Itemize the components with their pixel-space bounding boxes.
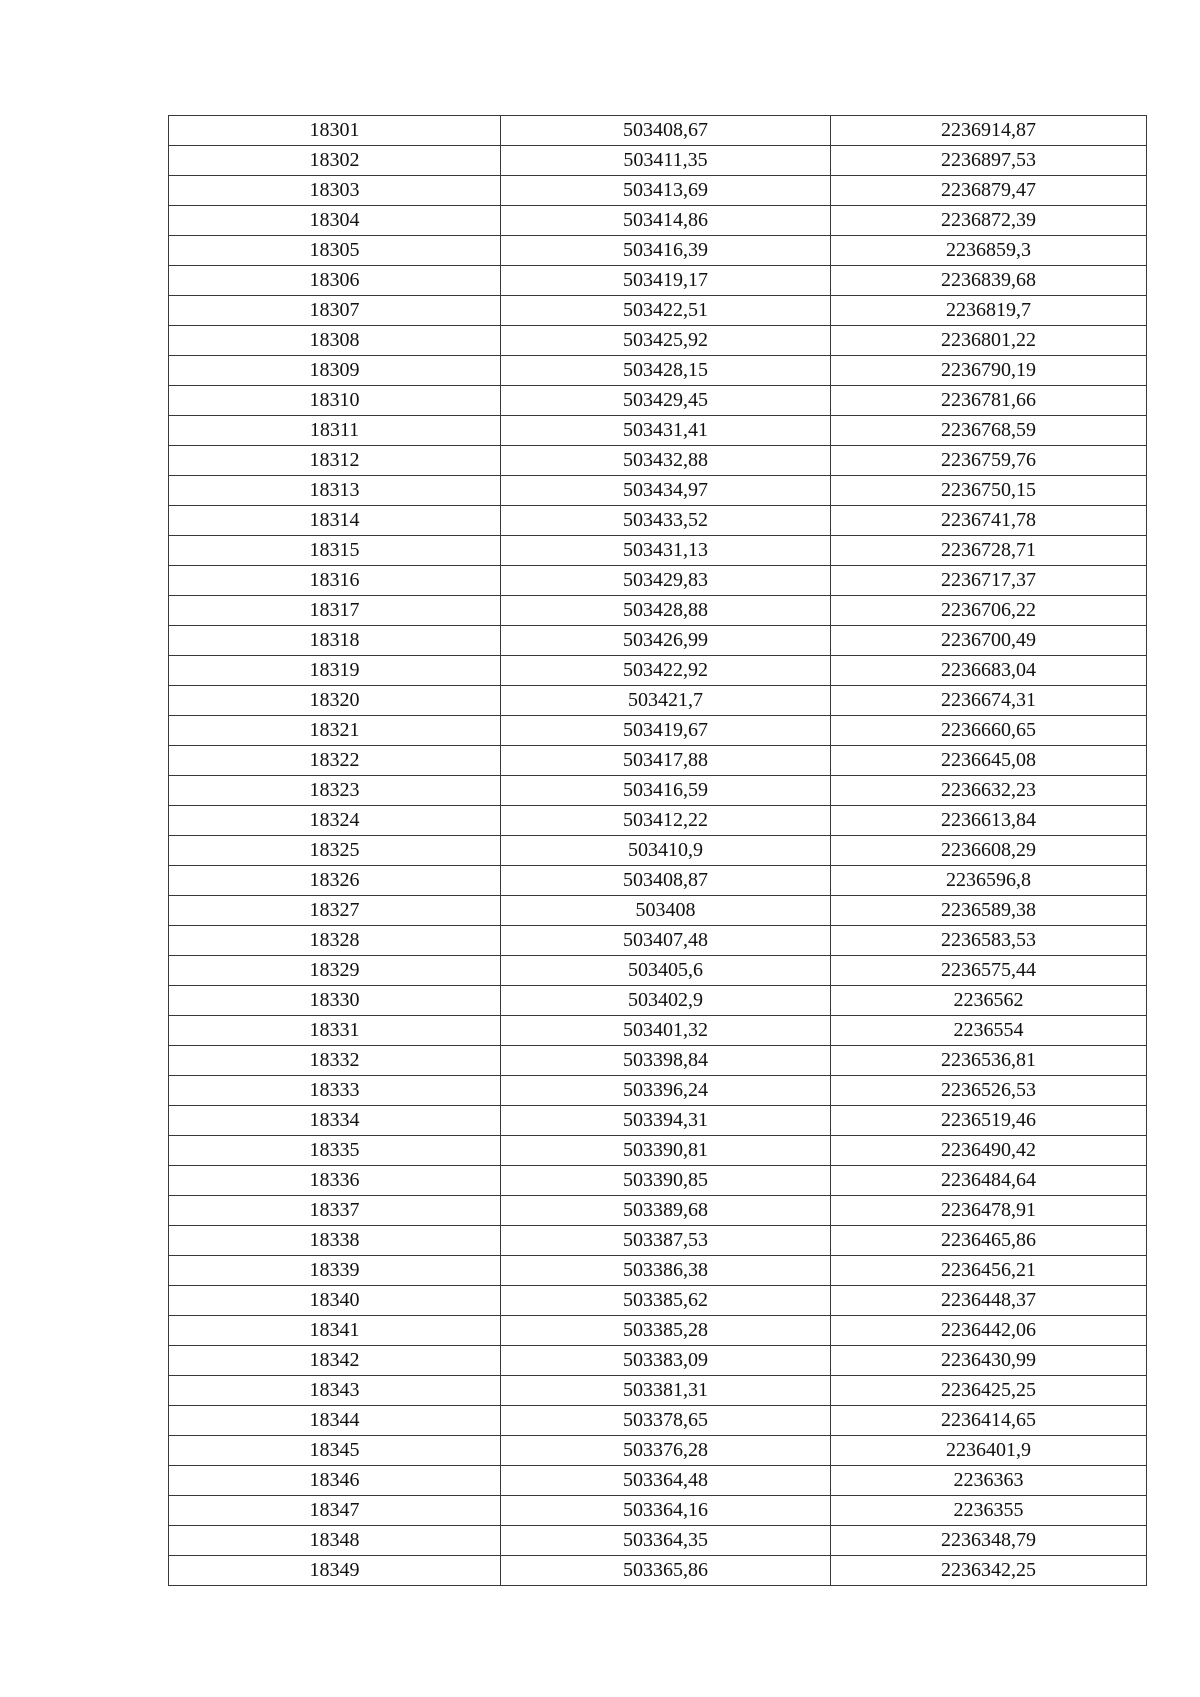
table-row (169, 1556, 1147, 1586)
y-coordinate-cell: 2236456,21 (831, 1256, 1147, 1286)
point-number-cell: 18323 (169, 776, 501, 806)
x-coordinate-cell: 503431,41 (501, 416, 831, 446)
y-coordinate-cell: 2236819,7 (831, 296, 1147, 326)
point-number-cell: 18327 (169, 896, 501, 926)
point-number-cell: 18346 (169, 1466, 501, 1496)
table-row (169, 1466, 1147, 1496)
table-row (169, 1196, 1147, 1226)
x-coordinate-cell: 503387,53 (501, 1226, 831, 1256)
point-number-cell: 18324 (169, 806, 501, 836)
x-coordinate-cell: 503376,28 (501, 1436, 831, 1466)
table-row (169, 776, 1147, 806)
y-coordinate-cell: 2236674,31 (831, 686, 1147, 716)
table-row (169, 866, 1147, 896)
point-number-cell: 18311 (169, 416, 501, 446)
x-coordinate-cell: 503416,39 (501, 236, 831, 266)
x-coordinate-cell: 503408 (501, 896, 831, 926)
point-number-cell: 18303 (169, 176, 501, 206)
y-coordinate-cell: 2236790,19 (831, 356, 1147, 386)
table-row (169, 476, 1147, 506)
y-coordinate-cell: 2236478,91 (831, 1196, 1147, 1226)
point-number-cell: 18331 (169, 1016, 501, 1046)
x-coordinate-cell: 503381,31 (501, 1376, 831, 1406)
y-coordinate-cell: 2236430,99 (831, 1346, 1147, 1376)
y-coordinate-cell: 2236414,65 (831, 1406, 1147, 1436)
table-row (169, 326, 1147, 356)
table-row (169, 1076, 1147, 1106)
y-coordinate-cell: 2236700,49 (831, 626, 1147, 656)
table-row (169, 1436, 1147, 1466)
point-number-cell: 18330 (169, 986, 501, 1016)
x-coordinate-cell: 503416,59 (501, 776, 831, 806)
table-row (169, 596, 1147, 626)
table-row (169, 206, 1147, 236)
table-row (169, 1016, 1147, 1046)
point-number-cell: 18317 (169, 596, 501, 626)
table-row (169, 806, 1147, 836)
y-coordinate-cell: 2236519,46 (831, 1106, 1147, 1136)
y-coordinate-cell: 2236448,37 (831, 1286, 1147, 1316)
table-row (169, 176, 1147, 206)
x-coordinate-cell: 503431,13 (501, 536, 831, 566)
y-coordinate-cell: 2236872,39 (831, 206, 1147, 236)
x-coordinate-cell: 503432,88 (501, 446, 831, 476)
table-row (169, 686, 1147, 716)
x-coordinate-cell: 503365,86 (501, 1556, 831, 1586)
table-row (169, 116, 1147, 146)
point-number-cell: 18316 (169, 566, 501, 596)
point-number-cell: 18304 (169, 206, 501, 236)
point-number-cell: 18340 (169, 1286, 501, 1316)
y-coordinate-cell: 2236683,04 (831, 656, 1147, 686)
x-coordinate-cell: 503389,68 (501, 1196, 831, 1226)
y-coordinate-cell: 2236583,53 (831, 926, 1147, 956)
x-coordinate-cell: 503390,81 (501, 1136, 831, 1166)
point-number-cell: 18307 (169, 296, 501, 326)
x-coordinate-cell: 503428,88 (501, 596, 831, 626)
point-number-cell: 18342 (169, 1346, 501, 1376)
coordinates-table (168, 115, 1147, 1586)
table-row (169, 416, 1147, 446)
table-row (169, 446, 1147, 476)
y-coordinate-cell: 2236536,81 (831, 1046, 1147, 1076)
point-number-cell: 18332 (169, 1046, 501, 1076)
x-coordinate-cell: 503429,83 (501, 566, 831, 596)
y-coordinate-cell: 2236728,71 (831, 536, 1147, 566)
point-number-cell: 18339 (169, 1256, 501, 1286)
table-row (169, 1256, 1147, 1286)
point-number-cell: 18335 (169, 1136, 501, 1166)
table-row (169, 926, 1147, 956)
table-row (169, 146, 1147, 176)
point-number-cell: 18325 (169, 836, 501, 866)
y-coordinate-cell: 2236781,66 (831, 386, 1147, 416)
point-number-cell: 18301 (169, 116, 501, 146)
table-row (169, 536, 1147, 566)
x-coordinate-cell: 503425,92 (501, 326, 831, 356)
x-coordinate-cell: 503429,45 (501, 386, 831, 416)
table-row (169, 1106, 1147, 1136)
point-number-cell: 18313 (169, 476, 501, 506)
point-number-cell: 18302 (169, 146, 501, 176)
x-coordinate-cell: 503428,15 (501, 356, 831, 386)
x-coordinate-cell: 503426,99 (501, 626, 831, 656)
y-coordinate-cell: 2236363 (831, 1466, 1147, 1496)
x-coordinate-cell: 503412,22 (501, 806, 831, 836)
x-coordinate-cell: 503422,51 (501, 296, 831, 326)
table-row (169, 236, 1147, 266)
table-row (169, 1136, 1147, 1166)
y-coordinate-cell: 2236608,29 (831, 836, 1147, 866)
point-number-cell: 18348 (169, 1526, 501, 1556)
table-row (169, 746, 1147, 776)
point-number-cell: 18310 (169, 386, 501, 416)
x-coordinate-cell: 503364,48 (501, 1466, 831, 1496)
y-coordinate-cell: 2236879,47 (831, 176, 1147, 206)
table-row (169, 1286, 1147, 1316)
table-row (169, 266, 1147, 296)
y-coordinate-cell: 2236355 (831, 1496, 1147, 1526)
table-row (169, 1496, 1147, 1526)
table-row (169, 986, 1147, 1016)
y-coordinate-cell: 2236342,25 (831, 1556, 1147, 1586)
y-coordinate-cell: 2236645,08 (831, 746, 1147, 776)
x-coordinate-cell: 503421,7 (501, 686, 831, 716)
point-number-cell: 18320 (169, 686, 501, 716)
x-coordinate-cell: 503408,67 (501, 116, 831, 146)
y-coordinate-cell: 2236859,3 (831, 236, 1147, 266)
table-row (169, 836, 1147, 866)
x-coordinate-cell: 503434,97 (501, 476, 831, 506)
table-row (169, 896, 1147, 926)
x-coordinate-cell: 503394,31 (501, 1106, 831, 1136)
y-coordinate-cell: 2236596,8 (831, 866, 1147, 896)
table-row (169, 656, 1147, 686)
y-coordinate-cell: 2236526,53 (831, 1076, 1147, 1106)
x-coordinate-cell: 503433,52 (501, 506, 831, 536)
point-number-cell: 18305 (169, 236, 501, 266)
y-coordinate-cell: 2236768,59 (831, 416, 1147, 446)
x-coordinate-cell: 503385,62 (501, 1286, 831, 1316)
point-number-cell: 18328 (169, 926, 501, 956)
y-coordinate-cell: 2236706,22 (831, 596, 1147, 626)
point-number-cell: 18322 (169, 746, 501, 776)
table-row (169, 506, 1147, 536)
point-number-cell: 18334 (169, 1106, 501, 1136)
x-coordinate-cell: 503378,65 (501, 1406, 831, 1436)
x-coordinate-cell: 503419,17 (501, 266, 831, 296)
x-coordinate-cell: 503408,87 (501, 866, 831, 896)
point-number-cell: 18321 (169, 716, 501, 746)
x-coordinate-cell: 503398,84 (501, 1046, 831, 1076)
table-row (169, 386, 1147, 416)
table-row (169, 716, 1147, 746)
coordinates-table-body (169, 116, 1147, 1586)
table-row (169, 1166, 1147, 1196)
x-coordinate-cell: 503414,86 (501, 206, 831, 236)
point-number-cell: 18336 (169, 1166, 501, 1196)
point-number-cell: 18343 (169, 1376, 501, 1406)
table-row (169, 1046, 1147, 1076)
x-coordinate-cell: 503413,69 (501, 176, 831, 206)
x-coordinate-cell: 503364,16 (501, 1496, 831, 1526)
point-number-cell: 18344 (169, 1406, 501, 1436)
table-row (169, 626, 1147, 656)
point-number-cell: 18306 (169, 266, 501, 296)
y-coordinate-cell: 2236660,65 (831, 716, 1147, 746)
point-number-cell: 18314 (169, 506, 501, 536)
y-coordinate-cell: 2236575,44 (831, 956, 1147, 986)
y-coordinate-cell: 2236741,78 (831, 506, 1147, 536)
point-number-cell: 18337 (169, 1196, 501, 1226)
x-coordinate-cell: 503402,9 (501, 986, 831, 1016)
y-coordinate-cell: 2236613,84 (831, 806, 1147, 836)
table-row (169, 1376, 1147, 1406)
point-number-cell: 18319 (169, 656, 501, 686)
point-number-cell: 18347 (169, 1496, 501, 1526)
y-coordinate-cell: 2236425,25 (831, 1376, 1147, 1406)
y-coordinate-cell: 2236801,22 (831, 326, 1147, 356)
y-coordinate-cell: 2236484,64 (831, 1166, 1147, 1196)
y-coordinate-cell: 2236759,76 (831, 446, 1147, 476)
x-coordinate-cell: 503390,85 (501, 1166, 831, 1196)
x-coordinate-cell: 503410,9 (501, 836, 831, 866)
x-coordinate-cell: 503385,28 (501, 1316, 831, 1346)
y-coordinate-cell: 2236914,87 (831, 116, 1147, 146)
point-number-cell: 18338 (169, 1226, 501, 1256)
table-row (169, 1526, 1147, 1556)
x-coordinate-cell: 503407,48 (501, 926, 831, 956)
x-coordinate-cell: 503396,24 (501, 1076, 831, 1106)
y-coordinate-cell: 2236562 (831, 986, 1147, 1016)
y-coordinate-cell: 2236442,06 (831, 1316, 1147, 1346)
x-coordinate-cell: 503364,35 (501, 1526, 831, 1556)
x-coordinate-cell: 503405,6 (501, 956, 831, 986)
point-number-cell: 18349 (169, 1556, 501, 1586)
table-row (169, 1316, 1147, 1346)
y-coordinate-cell: 2236897,53 (831, 146, 1147, 176)
point-number-cell: 18333 (169, 1076, 501, 1106)
y-coordinate-cell: 2236589,38 (831, 896, 1147, 926)
table-row (169, 956, 1147, 986)
x-coordinate-cell: 503419,67 (501, 716, 831, 746)
y-coordinate-cell: 2236632,23 (831, 776, 1147, 806)
point-number-cell: 18308 (169, 326, 501, 356)
table-row (169, 296, 1147, 326)
table-row (169, 566, 1147, 596)
y-coordinate-cell: 2236490,42 (831, 1136, 1147, 1166)
point-number-cell: 18315 (169, 536, 501, 566)
table-row (169, 356, 1147, 386)
point-number-cell: 18318 (169, 626, 501, 656)
table-row (169, 1346, 1147, 1376)
x-coordinate-cell: 503383,09 (501, 1346, 831, 1376)
y-coordinate-cell: 2236465,86 (831, 1226, 1147, 1256)
point-number-cell: 18309 (169, 356, 501, 386)
y-coordinate-cell: 2236554 (831, 1016, 1147, 1046)
table-row (169, 1226, 1147, 1256)
y-coordinate-cell: 2236348,79 (831, 1526, 1147, 1556)
point-number-cell: 18341 (169, 1316, 501, 1346)
point-number-cell: 18326 (169, 866, 501, 896)
point-number-cell: 18345 (169, 1436, 501, 1466)
x-coordinate-cell: 503401,32 (501, 1016, 831, 1046)
table-row (169, 1406, 1147, 1436)
y-coordinate-cell: 2236401,9 (831, 1436, 1147, 1466)
point-number-cell: 18312 (169, 446, 501, 476)
y-coordinate-cell: 2236839,68 (831, 266, 1147, 296)
x-coordinate-cell: 503411,35 (501, 146, 831, 176)
x-coordinate-cell: 503417,88 (501, 746, 831, 776)
y-coordinate-cell: 2236717,37 (831, 566, 1147, 596)
y-coordinate-cell: 2236750,15 (831, 476, 1147, 506)
point-number-cell: 18329 (169, 956, 501, 986)
x-coordinate-cell: 503422,92 (501, 656, 831, 686)
x-coordinate-cell: 503386,38 (501, 1256, 831, 1286)
